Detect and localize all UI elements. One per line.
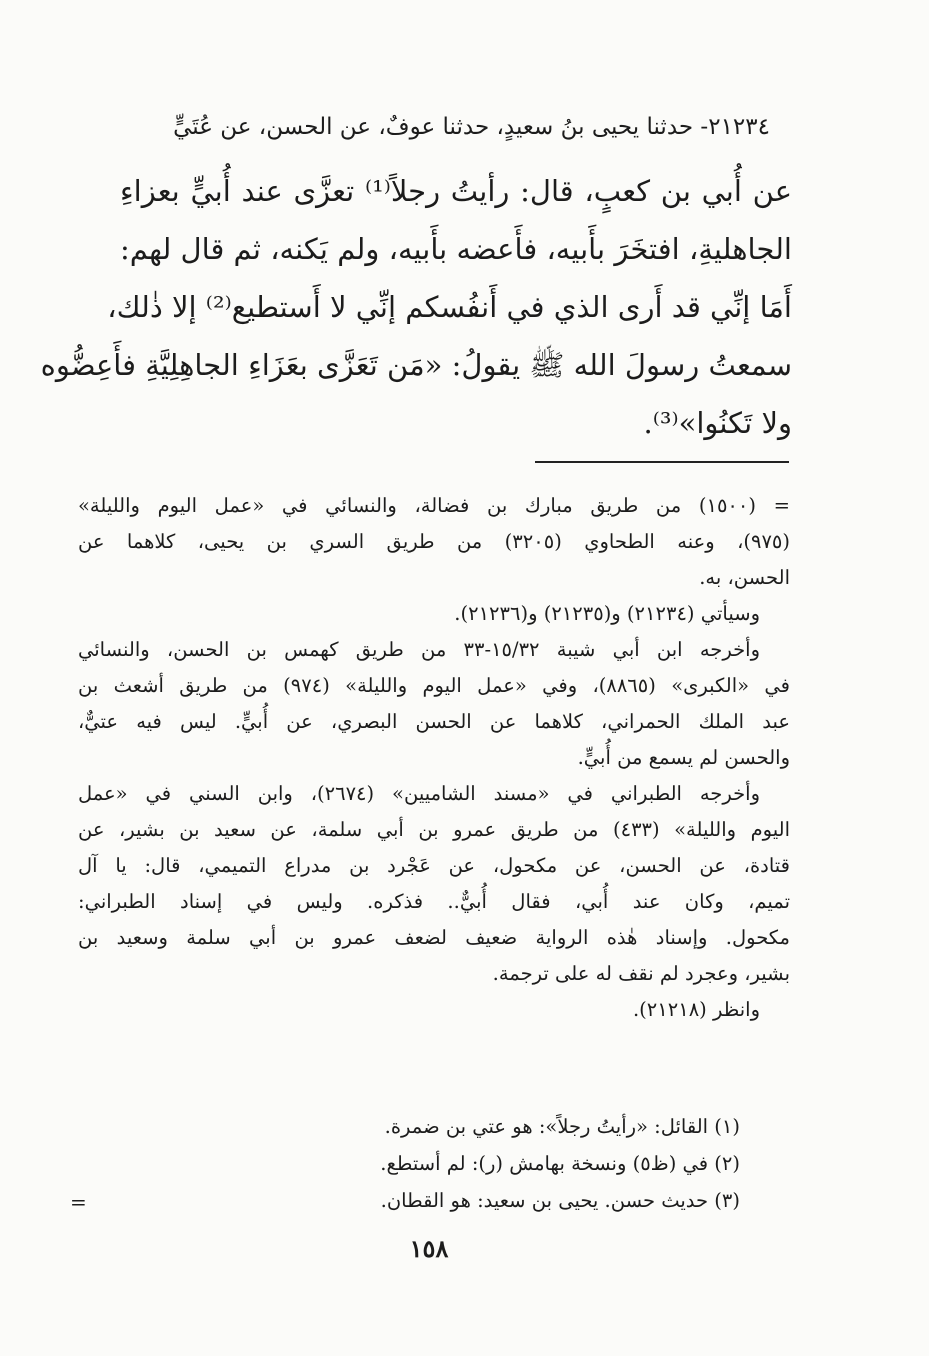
note-line: (٩٧٥)، وعنه الطحاوي (٣٢٠٥) من طريق السري بن يحيى، كلاهما عن — [78, 530, 790, 553]
note-line: تميم، وكان عند أُبي، فقال أُبيٌّ.. فذكره. وليس في إسناد الطبراني: — [78, 890, 790, 913]
hadith-text — [40, 108, 792, 452]
hadith-line: الجاهليةِ، افتخَرَ بأَبيه، فأَعضه بأَبيه، ولم يَكنه، ثم قال لهم: — [120, 232, 792, 266]
footnote-2: (٢) في (ظ٥) ونسخة بهامش (ر): لم أستطع. — [380, 1152, 740, 1175]
note-line: قتادة، عن الحسن، عن مكحول، عن عَجْرد بن مدراع التميمي، قال: يا آل — [78, 854, 790, 877]
hadith-line: سمعتُ رسولَ الله ﷺ يقولُ: «مَن تَعَزَّى بعَزَاءِ الجاهِلِيَّةِ فأَعِضُّوه — [40, 348, 792, 382]
note-line: مكحول. وإسناد هٰذه الرواية ضعيف لضعف عمرو بن أبي سلمة وسعيد بن — [78, 926, 790, 949]
note-line: بشير، وعجرد لم نقف له على ترجمة. — [492, 962, 790, 985]
note-line: والحسن لم يسمع من أُبيٍّ. — [577, 746, 790, 769]
hadith-line: عن أُبي بن كعبٍ، قال: رأيتُ رجلاً⁽¹⁾ تعزَّى عند أُبيٍّ بعزاءِ — [120, 174, 792, 208]
continuation-mark: = — [70, 1190, 87, 1214]
footnote-separator — [535, 461, 789, 463]
note-line: وأخرجه الطبراني في «مسند الشاميين» (٢٦٧٤)، وابن السني في «عمل — [78, 782, 760, 805]
note-line: = (١٥٠٠) من طريق مبارك بن فضالة، والنسائي في «عمل اليوم والليلة» — [78, 494, 790, 517]
page-number: ١٥٨ — [409, 1234, 449, 1263]
footnote-3: (٣) حديث حسن. يحيى بن سعيد: هو القطان. — [380, 1189, 740, 1212]
hadith-line: ولا تَكنُوا»⁽³⁾. — [643, 406, 792, 440]
note-line: الحسن، به. — [699, 566, 790, 589]
note-line: اليوم والليلة» (٤٣٣) من طريق عمرو بن أبي سلمة، عن سعيد بن بشير، عن — [78, 818, 790, 841]
footnotes — [300, 1108, 740, 1219]
note-line: وانظر (٢١٢١٨). — [632, 998, 760, 1021]
commentary-notes — [78, 488, 790, 1028]
note-line: وسيأتي (٢١٢٣٤) و(٢١٢٣٥) و(٢١٢٣٦). — [454, 602, 760, 625]
footnote-1: (١) القائل: «رأيتُ رجلاً»: هو عتي بن ضمرة. — [384, 1115, 740, 1138]
note-line: في «الكبرى» (٨٨٦٥)، وفي «عمل اليوم والليلة» (٩٧٤) من طريق أشعث بن — [78, 674, 790, 697]
hadith-line: ٢١٢٣٤- حدثنا يحيى بنُ سعيدٍ، حدثنا عوفٌ، عن الحسن، عن عُتَيٍّ — [173, 114, 770, 140]
hadith-line: أَمَا إنِّي قد أَرى الذي في أَنفُسكم إنِّي لا أَستطيع⁽²⁾ إلا ذٰلك، — [107, 290, 792, 324]
note-line: عبد الملك الحمراني، كلاهما عن الحسن البصري، عن أُبيٍّ. ليس فيه عتيٌّ، — [78, 710, 790, 733]
note-line: وأخرجه ابن أبي شيبة ١٥/٣٢-٣٣ من طريق كهمس بن الحسن، والنسائي — [78, 638, 760, 661]
